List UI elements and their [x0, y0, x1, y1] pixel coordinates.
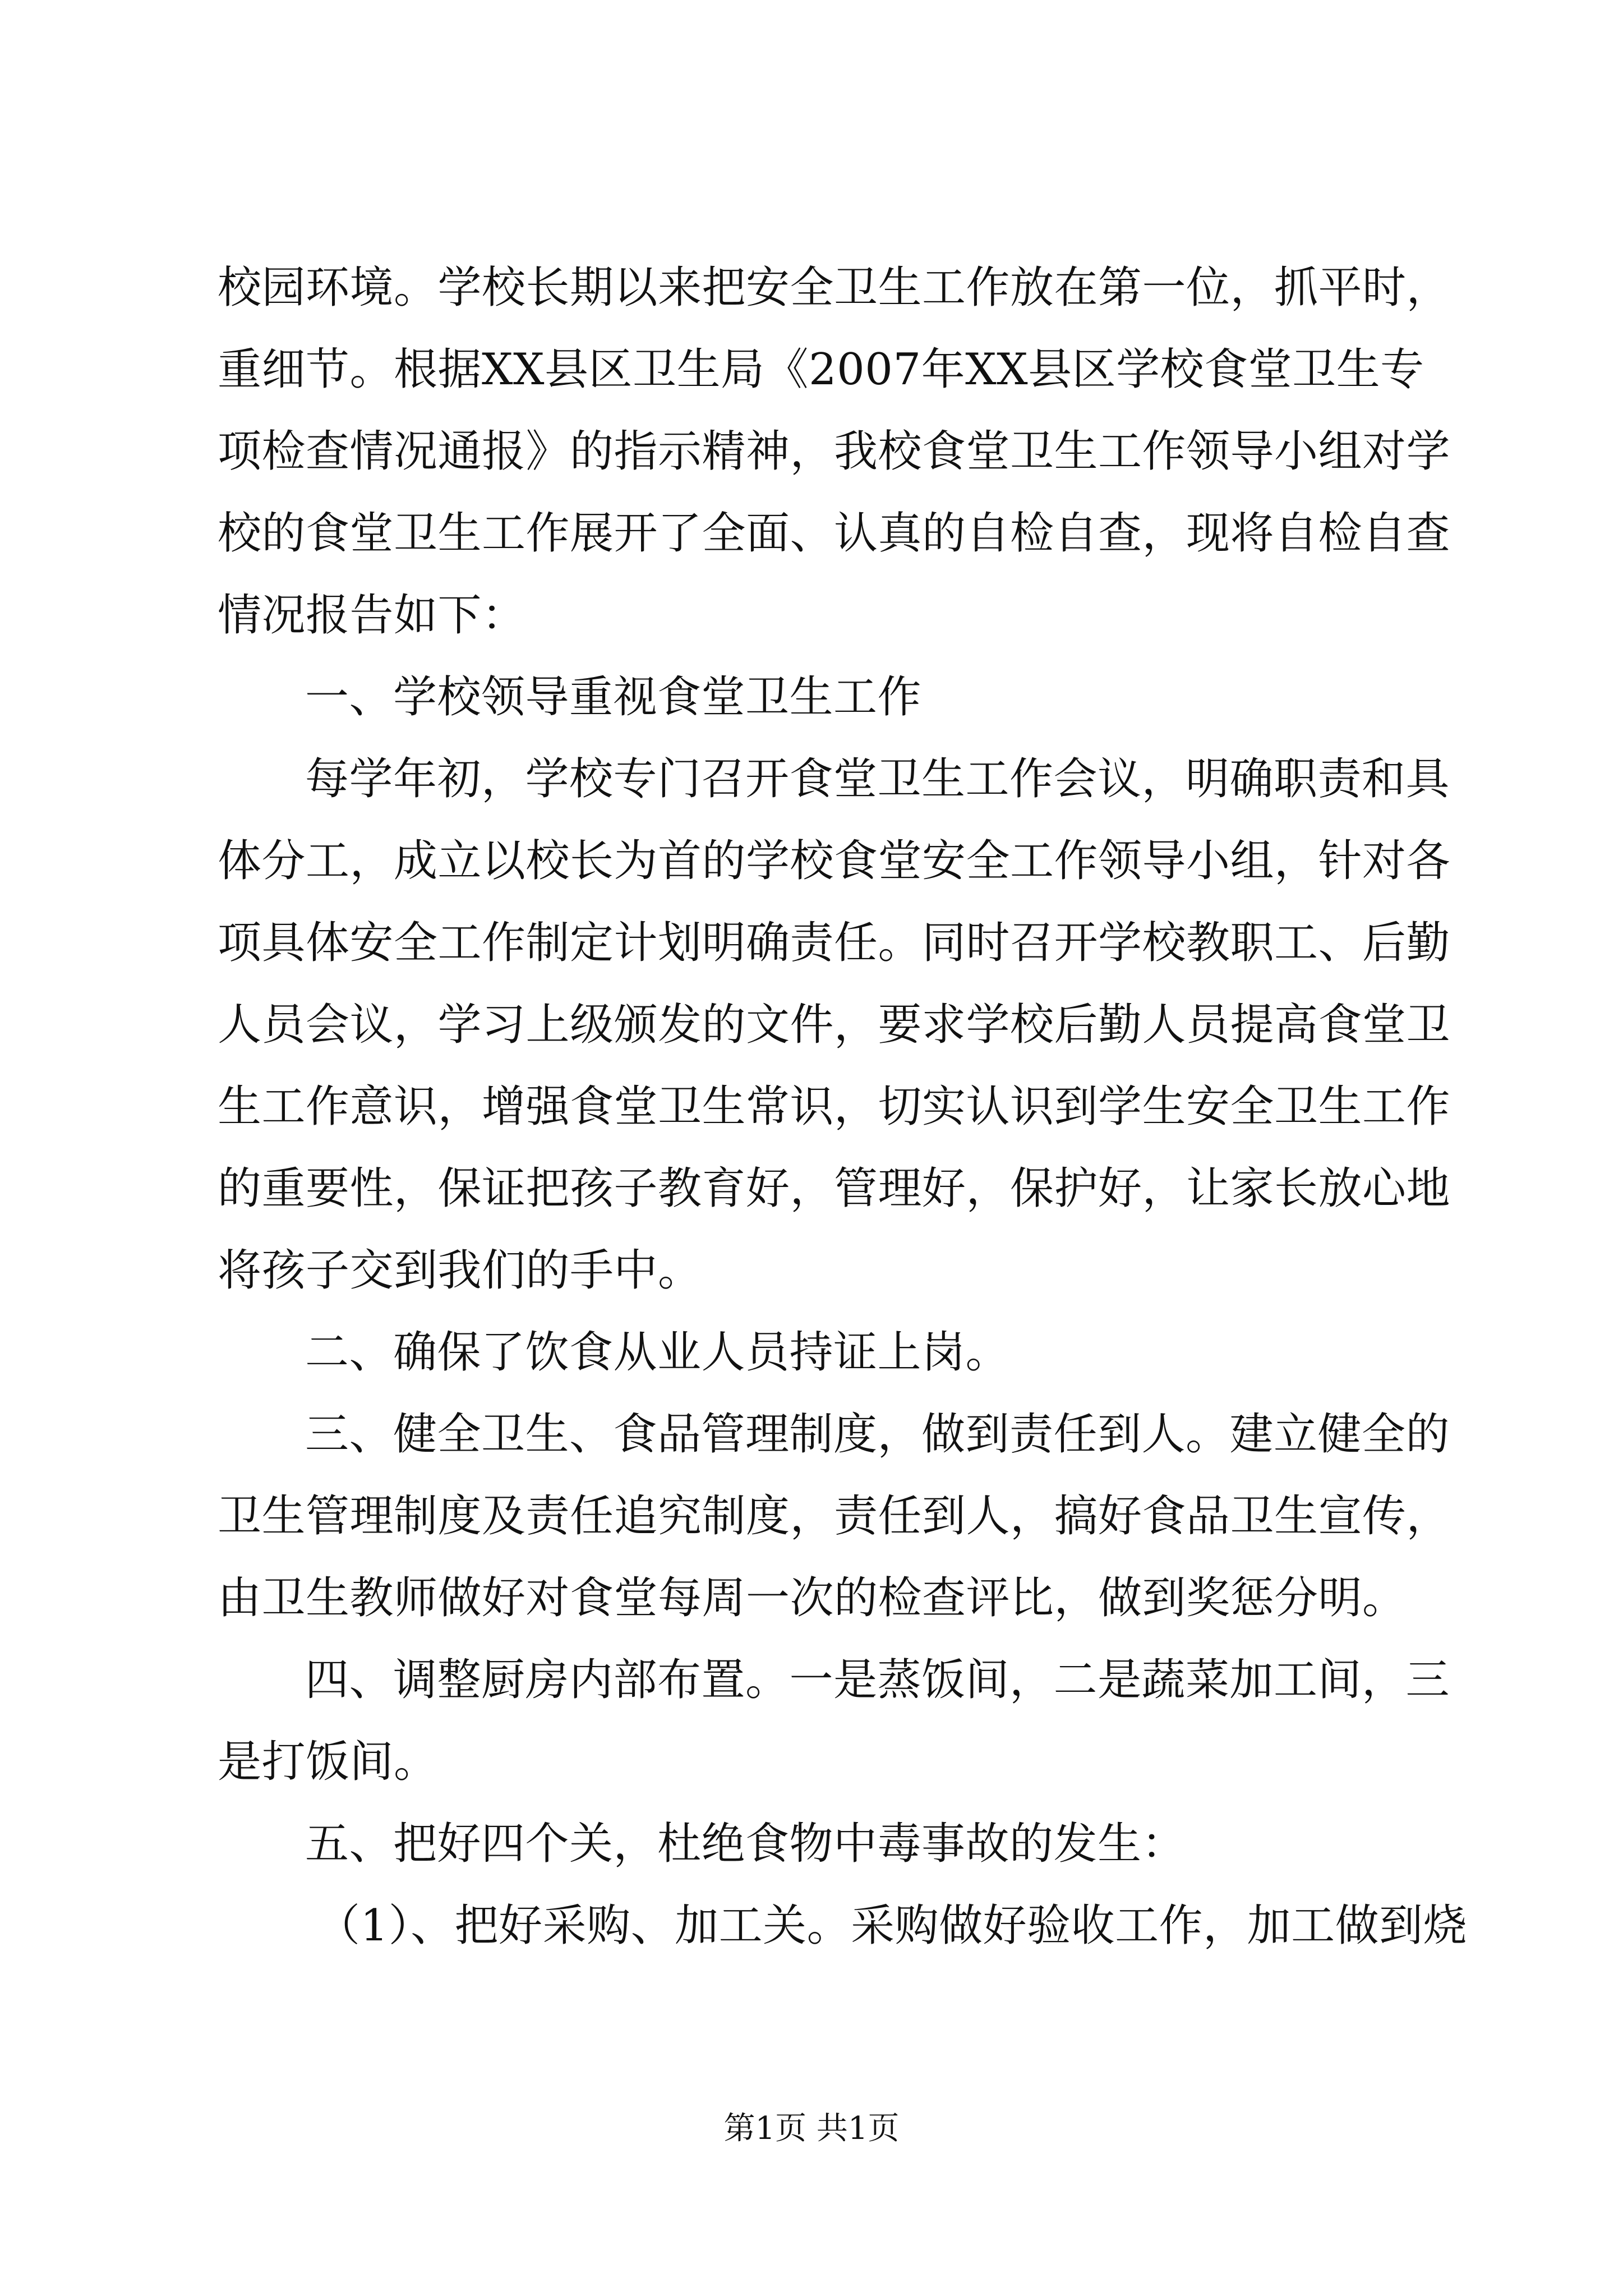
text-line: 项具体安全工作制定计划明确责任。同时召开学校教职工、后勤	[218, 918, 1451, 968]
text-line: 是打饭间。	[218, 1737, 438, 1787]
text-line: 由卫生教师做好对食堂每周一次的检查评比，做到奖惩分明。	[218, 1573, 1407, 1623]
section-heading-5: 五、把好四个关，杜绝食物中毒事故的发生：	[305, 1819, 1186, 1869]
text-line: 每学年初，学校专门召开食堂卫生工作会议，明确职责和具	[305, 754, 1450, 804]
text-line: 校园环境。学校长期以来把安全卫生工作放在第一位，抓平时，	[218, 263, 1451, 313]
text-line: 体分工，成立以校长为首的学校食堂安全工作领导小组，针对各	[218, 836, 1451, 886]
text-line: 生工作意识，增强食堂卫生常识，切实认识到学生安全卫生工作	[218, 1082, 1451, 1132]
text-line: 卫生管理制度及责任追究制度，责任到人，搞好食品卫生宣传，	[218, 1491, 1451, 1542]
text-line: 情况报告如下：	[218, 590, 526, 641]
page-footer: 第1页 共1页	[723, 2110, 900, 2147]
text-line: 校的食堂卫生工作展开了全面、认真的自检自查，现将自检自查	[218, 508, 1451, 559]
document-body	[218, 247, 1468, 1967]
text-line: 项检查情况通报》的指示精神，我校食堂卫生工作领导小组对学	[218, 426, 1451, 477]
text-line: 的重要性，保证把孩子教育好，管理好，保护好，让家长放心地	[218, 1163, 1451, 1214]
text-line: 将孩子交到我们的手中。	[218, 1245, 702, 1296]
sub-item-1: （1）、把好采购、加工关。采购做好验收工作，加工做到烧	[316, 1901, 1468, 1951]
section-heading-4: 四、调整厨房内部布置。一是蒸饭间，二是蔬菜加工间，三	[305, 1655, 1450, 1705]
section-heading-1: 一、学校领导重视食堂卫生工作	[305, 672, 922, 723]
section-heading-2: 二、确保了饮食从业人员持证上岗。	[305, 1327, 1010, 1378]
text-line: 重细节。根据XX县区卫生局《2007年XX县区学校食堂卫生专	[218, 344, 1424, 395]
section-heading-3: 三、健全卫生、食品管理制度，做到责任到人。建立健全的	[305, 1409, 1450, 1460]
text-line: 人员会议，学习上级颁发的文件，要求学校后勤人员提高食堂卫	[218, 1000, 1451, 1050]
